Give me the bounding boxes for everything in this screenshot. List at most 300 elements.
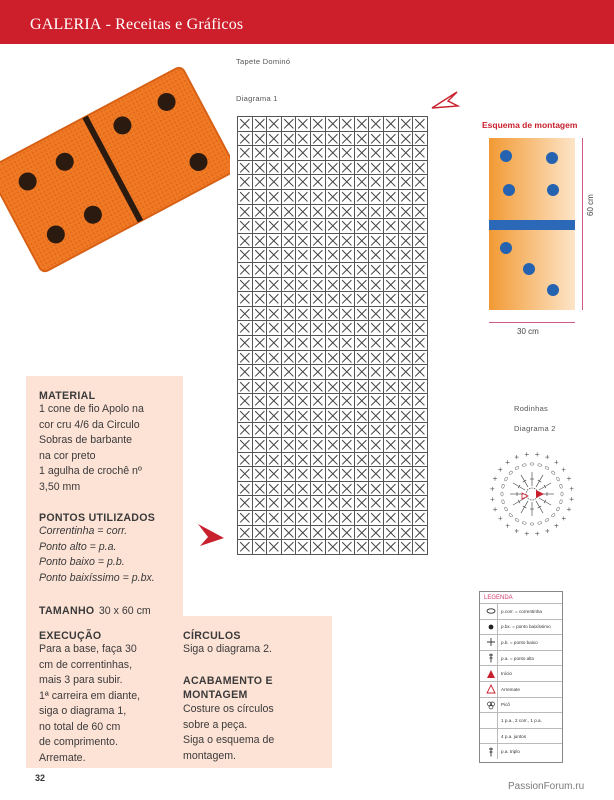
pontos-line: Ponto baixo = p.b. bbox=[39, 556, 125, 568]
grid-cell-x-icon bbox=[369, 526, 384, 541]
grid-cell-x-icon bbox=[296, 321, 311, 336]
plus-stitch-mark bbox=[545, 455, 549, 459]
grid-cell-x-icon bbox=[238, 175, 253, 190]
diagram1-grid bbox=[237, 116, 428, 555]
grid-cell-x-icon bbox=[399, 234, 414, 249]
diagram1-label: Diagrama 1 bbox=[236, 94, 278, 103]
grid-cell-x-icon bbox=[413, 496, 428, 511]
oval-icon bbox=[484, 604, 498, 620]
grid-cell-x-icon bbox=[384, 511, 399, 526]
grid-cell-x-icon bbox=[326, 278, 341, 293]
grid-cell-x-icon bbox=[253, 307, 268, 322]
grid-cell-x-icon bbox=[384, 161, 399, 176]
material-line: 1 agulha de crochê nº bbox=[39, 465, 142, 477]
header-bar bbox=[0, 0, 614, 44]
grid-cell-x-icon bbox=[311, 205, 326, 220]
grid-cell-x-icon bbox=[399, 511, 414, 526]
grid-cell-x-icon bbox=[399, 161, 414, 176]
chain-mark bbox=[530, 523, 534, 525]
grid-cell-x-icon bbox=[296, 161, 311, 176]
grid-cell-x-icon bbox=[282, 219, 297, 234]
plus-stitch-mark bbox=[535, 452, 539, 456]
grid-cell-x-icon bbox=[369, 175, 384, 190]
grid-cell-x-icon bbox=[384, 321, 399, 336]
grid-cell-x-icon bbox=[238, 117, 253, 132]
grid-cell-x-icon bbox=[355, 161, 370, 176]
plus-stitch-mark bbox=[554, 460, 558, 464]
acabamento-text bbox=[183, 702, 274, 764]
material-block bbox=[39, 390, 144, 495]
plus-stitch-mark bbox=[562, 516, 566, 520]
grid-cell-x-icon bbox=[282, 467, 297, 482]
grid-cell-x-icon bbox=[340, 205, 355, 220]
plus-stitch-mark bbox=[506, 460, 510, 464]
grid-cell-x-icon bbox=[399, 496, 414, 511]
grid-cell-x-icon bbox=[399, 467, 414, 482]
grid-cell-x-icon bbox=[399, 540, 414, 555]
grid-cell-x-icon bbox=[282, 248, 297, 263]
grid-cell-x-icon bbox=[340, 146, 355, 161]
grid-cell-x-icon bbox=[267, 175, 282, 190]
grid-cell-x-icon bbox=[326, 234, 341, 249]
grid-cell-x-icon bbox=[311, 394, 326, 409]
grid-cell-x-icon bbox=[267, 205, 282, 220]
grid-cell-x-icon bbox=[296, 365, 311, 380]
chain-mark bbox=[501, 484, 504, 488]
grid-cell-x-icon bbox=[413, 146, 428, 161]
grid-cell-x-icon bbox=[311, 117, 326, 132]
grid-cell-x-icon bbox=[296, 307, 311, 322]
grid-cell-x-icon bbox=[267, 365, 282, 380]
grid-cell-x-icon bbox=[296, 336, 311, 351]
finish-arrow-icon bbox=[196, 522, 226, 548]
grid-cell-x-icon bbox=[253, 132, 268, 147]
grid-cell-x-icon bbox=[355, 394, 370, 409]
grid-cell-x-icon bbox=[267, 526, 282, 541]
legend-row bbox=[480, 697, 562, 713]
grid-cell-x-icon bbox=[369, 453, 384, 468]
scheme-dot bbox=[500, 150, 512, 162]
grid-cell-x-icon bbox=[282, 146, 297, 161]
grid-cell-x-icon bbox=[340, 117, 355, 132]
section-name: GALERIA bbox=[30, 16, 102, 33]
grid-cell-x-icon bbox=[253, 234, 268, 249]
grid-cell-x-icon bbox=[355, 336, 370, 351]
grid-cell-x-icon bbox=[296, 117, 311, 132]
grid-cell-x-icon bbox=[340, 175, 355, 190]
plus-stitch-mark bbox=[525, 452, 529, 456]
grid-cell-x-icon bbox=[355, 482, 370, 497]
plus-stitch-mark bbox=[493, 507, 497, 511]
grid-cell-x-icon bbox=[326, 248, 341, 263]
chain-mark bbox=[509, 471, 514, 476]
grid-cell-x-icon bbox=[384, 292, 399, 307]
acabamento-heading-line: ACABAMENTO E bbox=[183, 675, 273, 687]
grid-cell-x-icon bbox=[326, 190, 341, 205]
chain-mark bbox=[515, 466, 520, 470]
grid-cell-x-icon bbox=[340, 540, 355, 555]
chain-mark bbox=[504, 507, 508, 512]
grid-cell-x-icon bbox=[282, 351, 297, 366]
grid-cell-x-icon bbox=[238, 278, 253, 293]
grid-cell-x-icon bbox=[296, 467, 311, 482]
grid-cell-x-icon bbox=[384, 351, 399, 366]
grid-cell-x-icon bbox=[384, 219, 399, 234]
legend-row bbox=[480, 619, 562, 635]
chain-mark bbox=[538, 521, 542, 524]
grid-cell-x-icon bbox=[340, 278, 355, 293]
grid-cell-x-icon bbox=[413, 321, 428, 336]
acabamento-line: Siga o esquema de bbox=[183, 734, 275, 746]
grid-cell-x-icon bbox=[326, 394, 341, 409]
plus-stitch-mark bbox=[567, 507, 571, 511]
legend-title: LEGENDA bbox=[484, 595, 513, 601]
filled-triangle-icon bbox=[484, 666, 498, 682]
pontos-line: Ponto alto = p.a. bbox=[39, 540, 117, 553]
acabamento-block bbox=[183, 674, 274, 764]
grid-cell-x-icon bbox=[238, 526, 253, 541]
pontos-text bbox=[39, 524, 155, 586]
grid-cell-x-icon bbox=[326, 365, 341, 380]
grid-cell-x-icon bbox=[253, 117, 268, 132]
grid-cell-x-icon bbox=[311, 292, 326, 307]
grid-cell-x-icon bbox=[326, 292, 341, 307]
grid-cell-x-icon bbox=[238, 234, 253, 249]
grid-cell-x-icon bbox=[311, 161, 326, 176]
grid-cell-x-icon bbox=[355, 496, 370, 511]
legend-row bbox=[480, 728, 562, 744]
legend-text: p.a. triplo bbox=[501, 749, 520, 755]
grid-cell-x-icon bbox=[311, 175, 326, 190]
grid-cell-x-icon bbox=[399, 146, 414, 161]
legend-text: p.bx. = ponto baixíssimo bbox=[501, 624, 551, 630]
grid-cell-x-icon bbox=[267, 351, 282, 366]
chain-mark bbox=[538, 463, 542, 466]
grid-cell-x-icon bbox=[399, 394, 414, 409]
grid-cell-x-icon bbox=[253, 278, 268, 293]
chain-mark bbox=[509, 513, 514, 518]
grid-cell-x-icon bbox=[399, 307, 414, 322]
grid-cell-x-icon bbox=[384, 496, 399, 511]
grid-cell-x-icon bbox=[282, 336, 297, 351]
grid-cell-x-icon bbox=[267, 453, 282, 468]
acabamento-line: sobre a peça. bbox=[183, 718, 248, 731]
grid-cell-x-icon bbox=[326, 380, 341, 395]
grid-cell-x-icon bbox=[384, 423, 399, 438]
grid-cell-x-icon bbox=[267, 336, 282, 351]
grid-cell-x-icon bbox=[413, 394, 428, 409]
plus-stitch-mark bbox=[506, 524, 510, 528]
grid-cell-x-icon bbox=[238, 307, 253, 322]
chain-mark bbox=[522, 521, 526, 524]
rodinhas-label: Rodinhas bbox=[514, 404, 549, 413]
plus-stitch-mark bbox=[490, 497, 494, 501]
grid-cell-x-icon bbox=[267, 394, 282, 409]
plus-stitch-mark bbox=[570, 497, 574, 501]
grid-cell-x-icon bbox=[326, 117, 341, 132]
grid-cell-x-icon bbox=[340, 496, 355, 511]
circulos-heading: CÍRCULOS bbox=[183, 630, 241, 642]
watermark: PassionForum.ru bbox=[508, 781, 585, 792]
legend-text: p.a. = ponto alto bbox=[501, 655, 535, 661]
grid-cell-x-icon bbox=[369, 365, 384, 380]
grid-cell-x-icon bbox=[369, 307, 384, 322]
grid-cell-x-icon bbox=[311, 190, 326, 205]
grid-cell-x-icon bbox=[340, 263, 355, 278]
grid-cell-x-icon bbox=[413, 248, 428, 263]
grid-cell-x-icon bbox=[311, 526, 326, 541]
grid-cell-x-icon bbox=[253, 336, 268, 351]
page-number: 32 bbox=[35, 773, 46, 783]
width-dimension-line bbox=[489, 322, 575, 323]
grid-cell-x-icon bbox=[267, 496, 282, 511]
grid-cell-x-icon bbox=[355, 248, 370, 263]
grid-cell-x-icon bbox=[369, 540, 384, 555]
grid-cell-x-icon bbox=[399, 175, 414, 190]
pontos-block bbox=[39, 512, 155, 586]
chain-mark bbox=[545, 518, 550, 522]
grid-cell-x-icon bbox=[267, 307, 282, 322]
grid-cell-x-icon bbox=[282, 161, 297, 176]
grid-cell-x-icon bbox=[296, 438, 311, 453]
grid-cell-x-icon bbox=[369, 511, 384, 526]
grid-cell-x-icon bbox=[340, 292, 355, 307]
tall-stitch-icon bbox=[484, 744, 498, 760]
grid-cell-x-icon bbox=[296, 292, 311, 307]
grid-cell-x-icon bbox=[267, 511, 282, 526]
grid-cell-x-icon bbox=[296, 132, 311, 147]
grid-cell-x-icon bbox=[253, 526, 268, 541]
grid-cell-x-icon bbox=[253, 365, 268, 380]
grid-cell-x-icon bbox=[238, 540, 253, 555]
grid-cell-x-icon bbox=[326, 175, 341, 190]
stitch-bar-mark bbox=[538, 506, 541, 508]
grid-cell-x-icon bbox=[413, 175, 428, 190]
grid-cell-x-icon bbox=[311, 278, 326, 293]
grid-cell-x-icon bbox=[340, 409, 355, 424]
grid-cell-x-icon bbox=[326, 540, 341, 555]
grid-cell-x-icon bbox=[399, 248, 414, 263]
grid-cell-x-icon bbox=[253, 453, 268, 468]
picot-icon bbox=[484, 697, 498, 713]
grid-cell-x-icon bbox=[296, 380, 311, 395]
grid-cell-x-icon bbox=[326, 321, 341, 336]
grid-cell-x-icon bbox=[413, 117, 428, 132]
material-line: 1 cone de fio Apolo na bbox=[39, 403, 144, 415]
grid-cell-x-icon bbox=[296, 175, 311, 190]
grid-cell-x-icon bbox=[296, 453, 311, 468]
grid-cell-x-icon bbox=[238, 511, 253, 526]
chain-mark bbox=[504, 477, 508, 482]
grid-cell-x-icon bbox=[311, 321, 326, 336]
grid-cell-x-icon bbox=[267, 161, 282, 176]
execucao-line: 1ª carreira em diante, bbox=[39, 689, 141, 702]
legend-row bbox=[480, 712, 562, 728]
legend-text: p.corr. = correntinha bbox=[501, 608, 542, 614]
execucao-line: de comprimento. bbox=[39, 736, 118, 748]
chain-mark bbox=[559, 500, 562, 504]
assembly-scheme bbox=[489, 138, 575, 310]
grid-cell-x-icon bbox=[311, 409, 326, 424]
acabamento-line: montagem. bbox=[183, 749, 236, 762]
scheme-dot bbox=[547, 284, 559, 296]
grid-cell-x-icon bbox=[340, 132, 355, 147]
grid-cell-x-icon bbox=[326, 161, 341, 176]
grid-cell-x-icon bbox=[326, 482, 341, 497]
acabamento-heading-line: MONTAGEM bbox=[183, 689, 248, 701]
scheme-dot bbox=[500, 242, 512, 254]
grid-cell-x-icon bbox=[355, 351, 370, 366]
grid-cell-x-icon bbox=[384, 467, 399, 482]
grid-cell-x-icon bbox=[267, 438, 282, 453]
material-line: Sobras de barbante bbox=[39, 434, 133, 446]
grid-cell-x-icon bbox=[326, 496, 341, 511]
grid-cell-x-icon bbox=[326, 511, 341, 526]
grid-cell-x-icon bbox=[282, 292, 297, 307]
grid-cell-x-icon bbox=[399, 438, 414, 453]
grid-cell-x-icon bbox=[253, 423, 268, 438]
grid-cell-x-icon bbox=[282, 190, 297, 205]
grid-cell-x-icon bbox=[296, 511, 311, 526]
grid-cell-x-icon bbox=[355, 234, 370, 249]
grid-cell-x-icon bbox=[282, 482, 297, 497]
chain-mark bbox=[515, 518, 520, 522]
grid-cell-x-icon bbox=[267, 482, 282, 497]
grid-cell-x-icon bbox=[384, 453, 399, 468]
grid-cell-x-icon bbox=[399, 365, 414, 380]
grid-cell-x-icon bbox=[326, 467, 341, 482]
stitch-bar-mark bbox=[523, 506, 526, 508]
grid-cell-x-icon bbox=[355, 540, 370, 555]
grid-cell-x-icon bbox=[282, 278, 297, 293]
grid-cell-x-icon bbox=[238, 161, 253, 176]
grid-cell-x-icon bbox=[282, 423, 297, 438]
grid-cell-x-icon bbox=[311, 438, 326, 453]
grid-cell-x-icon bbox=[384, 380, 399, 395]
grid-cell-x-icon bbox=[296, 423, 311, 438]
grid-cell-x-icon bbox=[340, 365, 355, 380]
grid-cell-x-icon bbox=[296, 190, 311, 205]
grid-cell-x-icon bbox=[413, 161, 428, 176]
empty-icon bbox=[484, 713, 498, 729]
material-line: na cor preto bbox=[39, 449, 96, 462]
grid-cell-x-icon bbox=[369, 438, 384, 453]
grid-cell-x-icon bbox=[399, 409, 414, 424]
grid-cell-x-icon bbox=[399, 321, 414, 336]
grid-cell-x-icon bbox=[384, 482, 399, 497]
grid-cell-x-icon bbox=[253, 321, 268, 336]
grid-cell-x-icon bbox=[311, 540, 326, 555]
grid-cell-x-icon bbox=[384, 263, 399, 278]
diagram2-circle bbox=[484, 446, 580, 542]
grid-cell-x-icon bbox=[238, 321, 253, 336]
circulos-text bbox=[183, 642, 272, 658]
grid-cell-x-icon bbox=[253, 351, 268, 366]
grid-cell-x-icon bbox=[340, 336, 355, 351]
grid-cell-x-icon bbox=[253, 248, 268, 263]
grid-cell-x-icon bbox=[267, 540, 282, 555]
grid-cell-x-icon bbox=[253, 263, 268, 278]
outline-triangle-icon bbox=[484, 681, 498, 697]
grid-cell-x-icon bbox=[282, 409, 297, 424]
grid-cell-x-icon bbox=[253, 219, 268, 234]
grid-cell-x-icon bbox=[267, 263, 282, 278]
grid-cell-x-icon bbox=[340, 453, 355, 468]
grid-cell-x-icon bbox=[296, 526, 311, 541]
grid-cell-x-icon bbox=[296, 263, 311, 278]
grid-cell-x-icon bbox=[296, 278, 311, 293]
grid-cell-x-icon bbox=[311, 467, 326, 482]
section-subtitle: Receitas e Gráficos bbox=[115, 16, 244, 33]
grid-cell-x-icon bbox=[253, 190, 268, 205]
grid-cell-x-icon bbox=[355, 132, 370, 147]
grid-cell-x-icon bbox=[340, 423, 355, 438]
pontos-line: Correntinha = corr. bbox=[39, 525, 128, 537]
grid-cell-x-icon bbox=[296, 146, 311, 161]
grid-cell-x-icon bbox=[296, 482, 311, 497]
grid-cell-x-icon bbox=[384, 307, 399, 322]
plus-stitch-mark bbox=[545, 529, 549, 533]
grid-cell-x-icon bbox=[413, 263, 428, 278]
grid-cell-x-icon bbox=[267, 409, 282, 424]
execucao-line: mais 3 para subir. bbox=[39, 674, 123, 686]
plus-stitch-mark bbox=[562, 468, 566, 472]
grid-cell-x-icon bbox=[384, 394, 399, 409]
material-line: 3,50 mm bbox=[39, 480, 81, 493]
grid-cell-x-icon bbox=[238, 146, 253, 161]
grid-cell-x-icon bbox=[340, 161, 355, 176]
grid-cell-x-icon bbox=[238, 336, 253, 351]
legend-row bbox=[480, 603, 562, 619]
grid-cell-x-icon bbox=[413, 467, 428, 482]
grid-cell-x-icon bbox=[384, 248, 399, 263]
tall-stitch-icon bbox=[484, 650, 498, 666]
grid-cell-x-icon bbox=[253, 482, 268, 497]
grid-cell-x-icon bbox=[340, 307, 355, 322]
grid-cell-x-icon bbox=[355, 263, 370, 278]
grid-cell-x-icon bbox=[296, 351, 311, 366]
grid-cell-x-icon bbox=[238, 380, 253, 395]
grid-cell-x-icon bbox=[253, 146, 268, 161]
legend-text: Arremate bbox=[501, 686, 520, 692]
width-label: 30 cm bbox=[517, 327, 539, 336]
execucao-text bbox=[39, 642, 140, 766]
acabamento-heading bbox=[183, 674, 274, 702]
grid-cell-x-icon bbox=[355, 409, 370, 424]
scheme-divider-band bbox=[489, 220, 575, 230]
grid-cell-x-icon bbox=[369, 205, 384, 220]
legend-text: 1 p.a., 2 corr., 1 p.a. bbox=[501, 717, 542, 723]
grid-cell-x-icon bbox=[399, 190, 414, 205]
grid-cell-x-icon bbox=[413, 307, 428, 322]
grid-cell-x-icon bbox=[253, 438, 268, 453]
grid-cell-x-icon bbox=[355, 526, 370, 541]
grid-cell-x-icon bbox=[282, 394, 297, 409]
circulos-block bbox=[183, 630, 272, 658]
execucao-line: Arremate. bbox=[39, 751, 86, 764]
grid-cell-x-icon bbox=[355, 146, 370, 161]
grid-cell-x-icon bbox=[238, 190, 253, 205]
grid-cell-x-icon bbox=[369, 146, 384, 161]
grid-cell-x-icon bbox=[369, 292, 384, 307]
plus-stitch-mark bbox=[525, 532, 529, 536]
grid-cell-x-icon bbox=[369, 132, 384, 147]
grid-cell-x-icon bbox=[413, 190, 428, 205]
chain-mark bbox=[522, 463, 526, 466]
scheme-dot bbox=[503, 184, 515, 196]
grid-cell-x-icon bbox=[355, 219, 370, 234]
grid-cell-x-icon bbox=[369, 394, 384, 409]
